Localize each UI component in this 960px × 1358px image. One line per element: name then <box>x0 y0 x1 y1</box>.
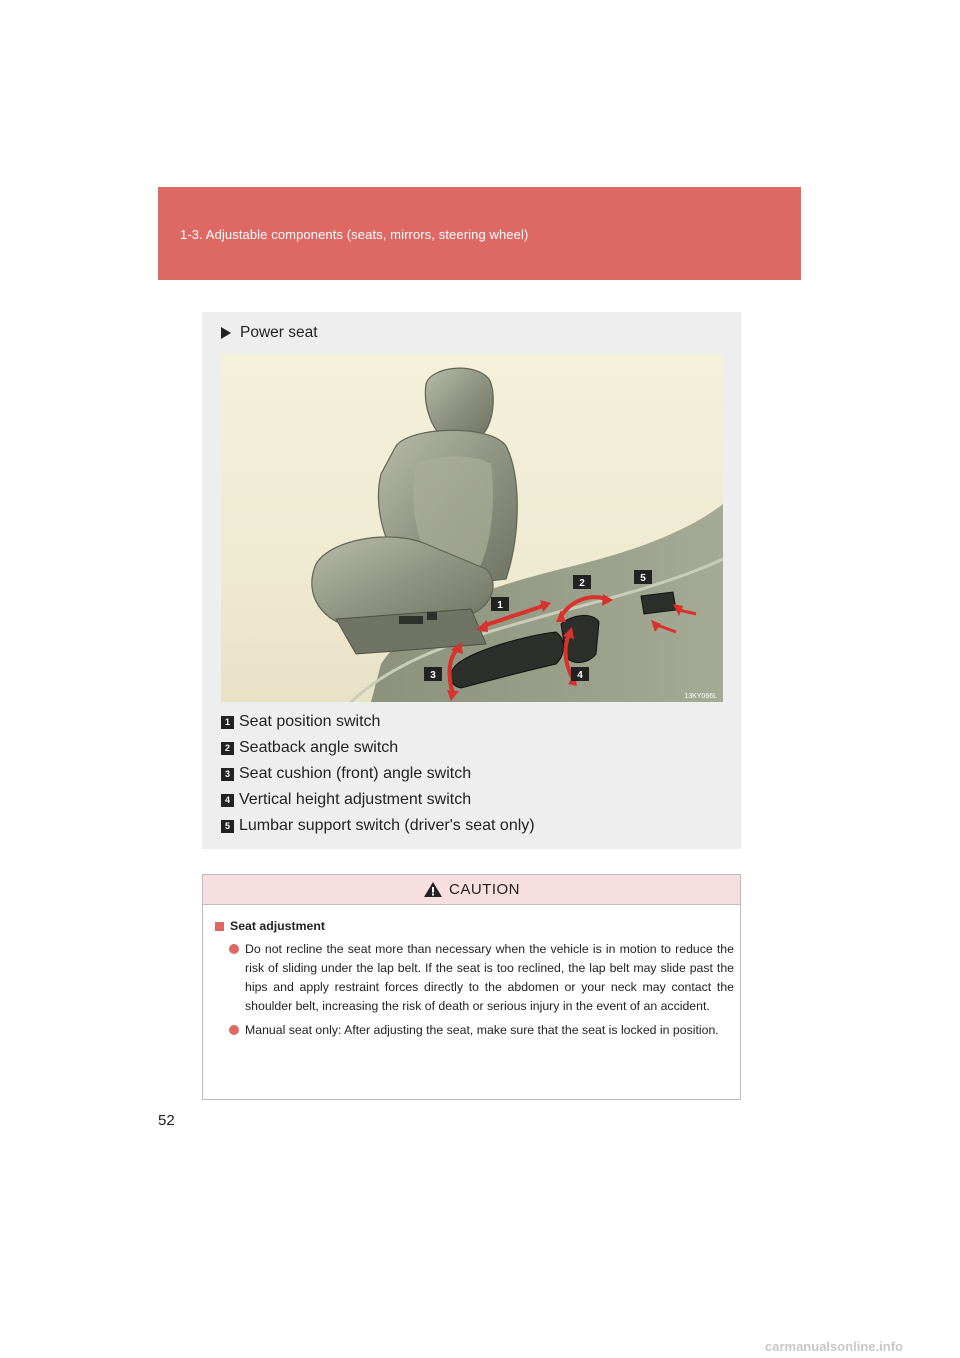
callout-5: 5 <box>640 573 646 584</box>
legend-label: Seat cushion (front) angle switch <box>239 765 472 782</box>
page-number: 52 <box>158 1112 175 1129</box>
lumbar-switch <box>641 592 676 614</box>
caution-box <box>202 874 741 1100</box>
triangle-right-icon <box>221 327 231 339</box>
caution-subheading-text: Seat adjustment <box>230 919 325 933</box>
base-switch-1 <box>399 616 423 624</box>
section-header-title: 1-3. Adjustable components (seats, mirrors, steering wheel) <box>180 227 529 242</box>
callout-1: 1 <box>497 600 503 611</box>
power-seat-illustration <box>221 354 723 702</box>
bullet-dot-icon <box>229 944 239 954</box>
figure-code: 13KY066L <box>684 693 717 700</box>
legend-item <box>221 709 535 735</box>
legend-label: Seat position switch <box>239 713 381 730</box>
callout-4: 4 <box>577 670 583 681</box>
caution-body <box>203 905 740 1040</box>
legend-item <box>221 735 535 761</box>
caution-bullet <box>229 940 734 1016</box>
legend-item <box>221 761 535 787</box>
legend-item <box>221 813 535 839</box>
square-bullet-icon <box>215 922 224 931</box>
legend-label: Vertical height adjustment switch <box>239 791 472 808</box>
power-seat-title-text: Power seat <box>240 324 318 341</box>
callout-3: 3 <box>430 670 436 681</box>
warning-icon <box>423 881 443 898</box>
legend-label: Seatback angle switch <box>239 739 399 756</box>
section-header <box>158 187 801 280</box>
caution-header <box>203 875 740 905</box>
switch-legend <box>221 709 535 839</box>
callout-2: 2 <box>579 578 585 589</box>
headrest <box>425 368 493 436</box>
seat-diagram <box>221 354 723 702</box>
caution-bullet-text: Manual seat only: After adjusting the seat, make sure that the seat is locked in position. <box>245 1023 719 1037</box>
legend-number: 4 <box>221 794 234 807</box>
watermark: carmanualsonline.info <box>765 1339 903 1354</box>
caution-bullet-text: Do not recline the seat more than necessary when the vehicle is in motion to reduce the risk of sliding under the lap belt. If the seat is too reclined, the lap belt may slide past the hips and apply restraint forces directly to the abdomen or your neck may contact the shoulder belt, increasing the risk of death or serious injury in the event of an accident. <box>245 942 734 1013</box>
power-seat-section <box>202 312 741 849</box>
caution-subheading <box>215 917 734 936</box>
power-seat-title <box>221 324 318 342</box>
caution-bullet <box>229 1021 734 1040</box>
bullet-dot-icon <box>229 1025 239 1035</box>
legend-label: Lumbar support switch (driver's seat only) <box>239 817 535 834</box>
legend-item <box>221 787 535 813</box>
caution-heading: CAUTION <box>449 881 520 898</box>
legend-number: 2 <box>221 742 234 755</box>
base-switch-2 <box>427 612 437 620</box>
legend-number: 1 <box>221 716 234 729</box>
legend-number: 3 <box>221 768 234 781</box>
legend-number: 5 <box>221 820 234 833</box>
